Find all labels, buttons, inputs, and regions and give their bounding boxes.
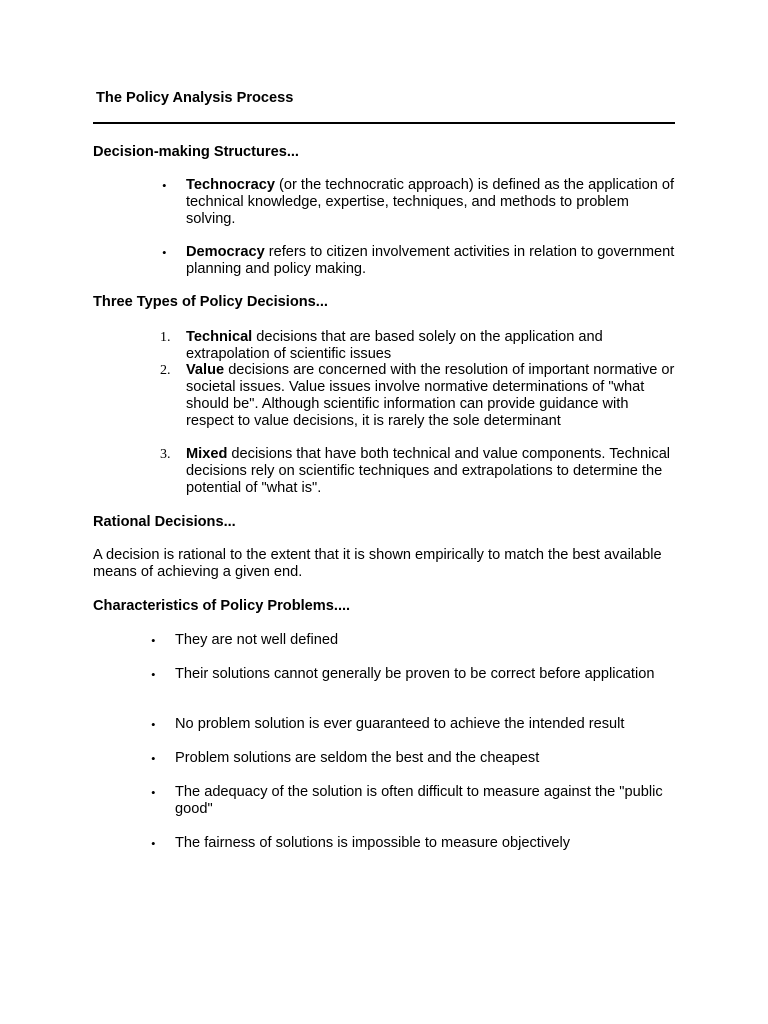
paragraph-rational: A decision is rational to the extent that it is shown empirically to match the best available means of achieving a given end. bbox=[93, 547, 662, 580]
term-value: Value bbox=[186, 362, 225, 378]
definition-value: decisions are concerned with the resolution of important normative or societal issues. Value issues involve normative determinations of "what should be". Although scientific information can provide guidance with respect to value decisions, it is rarely the sole determinant bbox=[186, 362, 675, 429]
term-mixed: Mixed bbox=[186, 446, 228, 462]
list-item-text: The fairness of solutions is impossible to measure objectively bbox=[175, 835, 571, 851]
list-item-text: The adequacy of the solution is often difficult to measure against the "public good" bbox=[175, 784, 663, 817]
heading-characteristics: Characteristics of Policy Problems.... bbox=[93, 598, 351, 614]
list-item bbox=[151, 632, 675, 649]
definition-technocracy: (or the technocratic approach) is defined as the application of technical knowledge, expertise, techniques, and methods to problem solving. bbox=[186, 177, 675, 227]
heading-structures: Decision-making Structures... bbox=[93, 144, 299, 160]
list-item-democracy bbox=[162, 244, 678, 278]
list-item-text: No problem solution is ever guaranteed to achieve the intended result bbox=[175, 716, 625, 732]
bullet-icon: • bbox=[151, 667, 156, 682]
bullet-icon: • bbox=[162, 178, 167, 193]
list-item-technocracy bbox=[162, 177, 678, 228]
list-item bbox=[151, 716, 675, 733]
bullet-icon: • bbox=[151, 836, 156, 851]
list-number: 1. bbox=[160, 330, 171, 345]
bullet-icon: • bbox=[151, 633, 156, 648]
definition-mixed: decisions that have both technical and value components. Technical decisions rely on scientific techniques and extrapolations to determine the potential of "what is". bbox=[186, 446, 671, 496]
term-democracy: Democracy bbox=[186, 244, 265, 260]
definition-democracy: refers to citizen involvement activities in relation to government planning and policy making. bbox=[186, 244, 675, 277]
document-title: The Policy Analysis Process bbox=[96, 90, 294, 106]
list-item-mixed bbox=[160, 446, 678, 497]
list-item-value bbox=[160, 362, 678, 430]
term-technocracy: Technocracy bbox=[186, 177, 275, 193]
title-divider bbox=[93, 122, 675, 124]
bullet-icon: • bbox=[151, 785, 156, 800]
list-number: 2. bbox=[160, 363, 171, 378]
list-item-text: Their solutions cannot generally be proven to be correct before application bbox=[175, 666, 655, 682]
list-item bbox=[151, 750, 675, 767]
list-item bbox=[151, 666, 675, 683]
list-item-text: Problem solutions are seldom the best and the cheapest bbox=[175, 750, 540, 766]
list-number: 3. bbox=[160, 447, 171, 462]
list-item-text: They are not well defined bbox=[175, 632, 339, 648]
term-technical: Technical bbox=[186, 329, 253, 345]
bullet-icon: • bbox=[151, 717, 156, 732]
heading-rational: Rational Decisions... bbox=[93, 514, 236, 530]
heading-types: Three Types of Policy Decisions... bbox=[93, 294, 328, 310]
definition-technical: decisions that are based solely on the application and extrapolation of scientific issues bbox=[186, 329, 603, 362]
list-item bbox=[151, 835, 675, 852]
list-item bbox=[151, 784, 675, 818]
list-item-technical bbox=[160, 329, 678, 363]
bullet-icon: • bbox=[162, 245, 167, 260]
bullet-icon: • bbox=[151, 751, 156, 766]
